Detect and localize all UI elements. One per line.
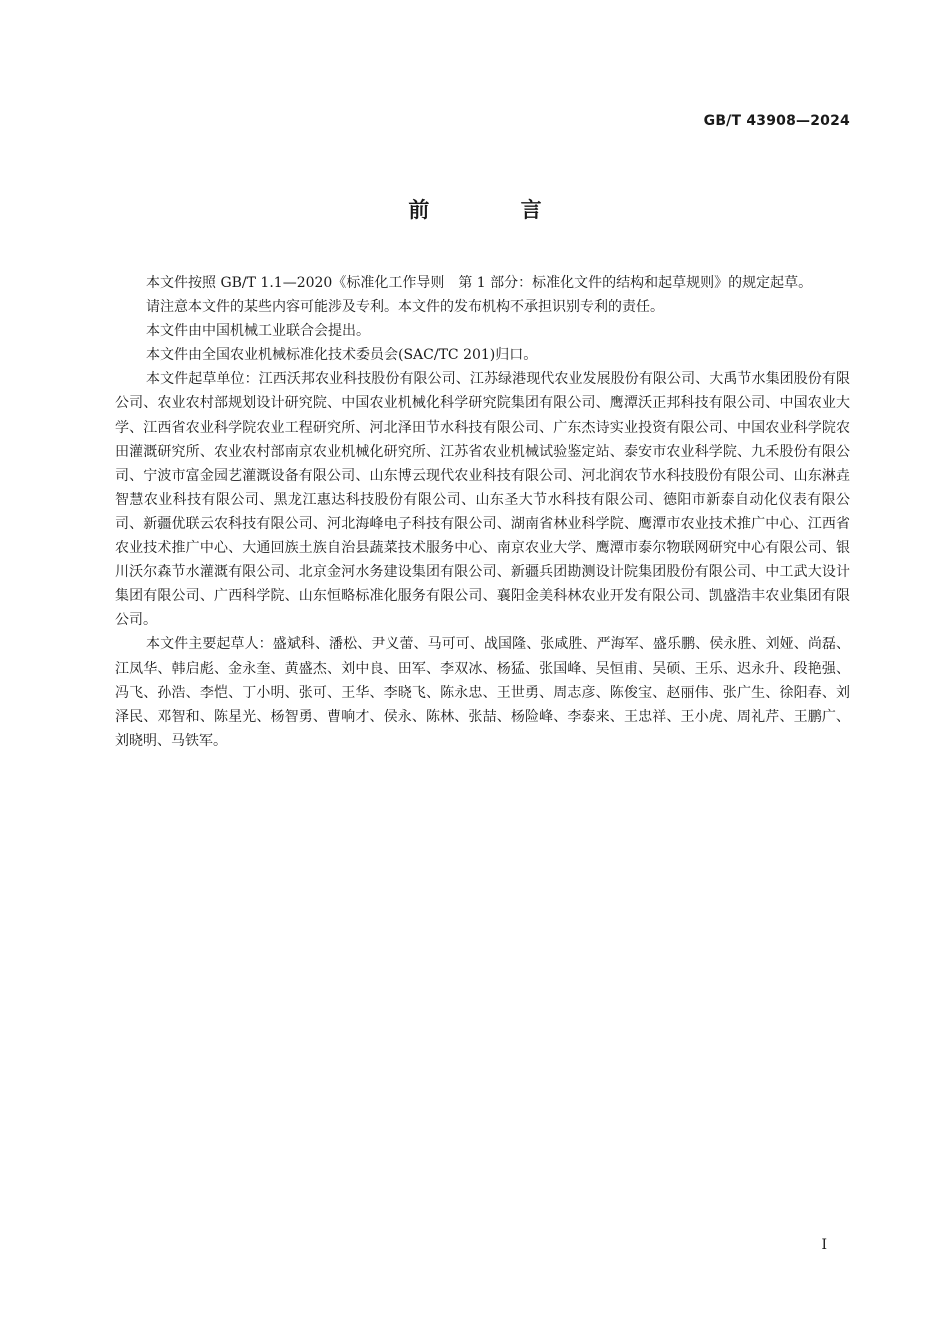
page-title: 前 言 (408, 198, 584, 222)
paragraph-main-drafters: 本文件主要起草人：盛斌科、潘松、尹义蕾、马可可、战国隆、张咸胜、严海军、盛乐鹏、侯永胜、刘娅、尚磊、江凤华、韩启彪、金永奎、黄盛杰、刘中良、田军、李双冰、杨猛、张国峰、吴恒甫、吴硕、王乐、迟永升、段艳强、冯飞、孙浩、李恺、丁小明、张可、王华、李晓飞、陈永忠、王世勇、周志彦、陈俊宝、赵丽伟、张广生、徐阳春、刘泽民、邓智和、陈星光、杨智勇、曹响才、侯永、陈林、张喆、杨险峰、李泰来、王忠祥、王小虎、周礼芹、王鹏广、刘晓明、马铁军。 (115, 636, 850, 749)
standard-code: GB/T 43908—2024 (703, 113, 850, 129)
paragraph-proposed-by: 本文件由中国机械工业联合会提出。 (146, 323, 370, 340)
paragraph-drafting-rules: 本文件按照 GB/T 1.1—2020《标准化工作导则 第 1 部分：标准化文件的结构和起草规则》的规定起草。 (146, 275, 813, 291)
paragraph-patent-notice: 请注意本文件的某些内容可能涉及专利。本文件的发布机构不承担识别专利的责任。 (146, 299, 664, 316)
foreword-body (115, 271, 850, 753)
paragraph-managed-by: 本文件由全国农业机械标准化技术委员会(SAC/TC 201)归口。 (146, 347, 538, 364)
paragraph-drafting-units: 本文件起草单位：江西沃邦农业科技股份有限公司、江苏绿港现代农业发展股份有限公司、大禹节水集团股份有限公司、农业农村部规划设计研究院、中国农业机械化科学研究院集团有限公司、鹰潭沃正邦科技有限公司、中国农业大学、江西省农业科学院农业工程研究所、河北泽田节水科技有限公司、广东杰诗实业投资有限公司、中国农业科学院农田灌溉研究所、农业农村部南京农业机械化研究所、江苏省农业机械试验鉴定站、泰安市农业科学院、九禾股份有限公司、宁波市富金园艺灌溉设备有限公司、山东博云现代农业科技有限公司、河北润农节水科技股份有限公司、山东淋垚智慧农业科技有限公司、黑龙江惠达科技股份有限公司、山东圣大节水科技有限公司、德阳市新泰自动化仪表有限公司、新疆优联云农科技有限公司、河北海峰电子科技有限公司、湖南省林业科学院、鹰潭市农业技术推广中心、江西省农业技术推广中心、大通回族土族自治县蔬菜技术服务中心、南京农业大学、鹰潭市泰尔物联网研究中心有限公司、银川沃尔森节水灌溉有限公司、北京金河水务建设集团有限公司、新疆兵团勘测设计院集团股份有限公司、中工武大设计集团有限公司、广西科学院、山东恒略标准化服务有限公司、襄阳金美科林农业开发有限公司、凯盛浩丰农业集团有限公司。 (115, 371, 850, 629)
page-number: I (821, 1237, 827, 1253)
